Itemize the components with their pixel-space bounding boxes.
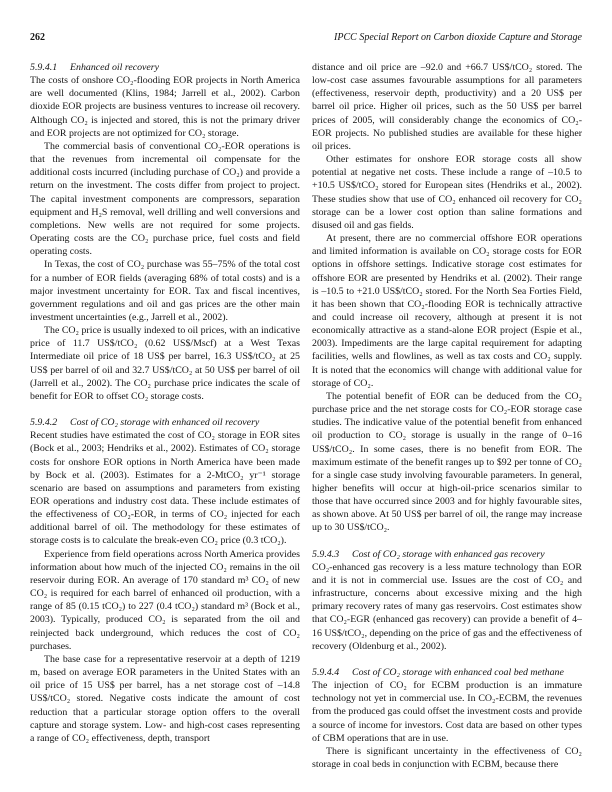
paragraph: Experience from field operations across North America provides information about how much of the injected CO₂ remains in the oil reservoir during EOR. An average of 170 standard m³ CO₂ of new CO₂ is required for each barrel of enhanced oil production, with a range of 85 (0.15 tCO₂) to 227 (0.4 tCO₂) standard m³ (Bock et al., 2003). Typically, produced CO₂ is separated from the oil and reinjected back underground, which reduces the cost of CO₂ purchases. — [30, 548, 300, 652]
heading-5-9-4-4 — [312, 666, 582, 679]
report-title: IPCC Special Report on Carbon dioxide Capture and Storage — [334, 32, 582, 43]
column-right — [312, 61, 582, 771]
paragraph: CO₂-enhanced gas recovery is a less mature technology than EOR and it is not in commercial use. Issues are the cost of CO₂ and infrastructure, concerns about excessive mixing and the high primary recovery rates of many gas reservoirs. Cost estimates show that CO₂-EGR (enhanced gas recovery) can provide a benefit of 4–16 US$/tCO₂, depending on the price of gas and the effectiveness of recovery (Oldenburg et al., 2002). — [312, 561, 582, 652]
section-number: 5.9.4.2 — [30, 417, 58, 429]
section-number: 5.9.4.4 — [312, 666, 340, 678]
paragraph: The costs of onshore CO₂-flooding EOR projects in North America are well documented (Klins, 1984; Jarrell et al., 2002). Carbon dioxide EOR projects are business ventures to increase oil recovery. Although CO₂ is injected and stored, this is not the primary driver and EOR projects are not optimized for CO₂ storage. — [30, 75, 300, 139]
section-title: Cost of CO₂ storage with enhanced gas recovery — [352, 548, 545, 560]
column-left — [30, 61, 300, 771]
paragraph: The commercial basis of conventional CO₂-EOR operations is that the revenues from incremental oil compensate for the additional costs incurred (including purchase of CO₂) and provide a return on the investment. The costs differ from project to project. The capital investment components are compressors, separation equipment and H₂S removal, well drilling and well conversions and completions. New wells are not required for some projects. Operating costs are the CO₂ purchase price, fuel costs and field operating costs. — [30, 140, 300, 258]
heading-5-9-4-3 — [312, 548, 582, 561]
section-title: Cost of CO₂ storage with enhanced coal bed methane — [352, 666, 564, 678]
section-number: 5.9.4.3 — [312, 548, 340, 560]
paragraph: distance and oil price are –92.0 and +66.7 US$/tCO₂ stored. The low-cost case assumes favourable assumptions for all parameters (effectiveness, reservoir depth, productivity) and a 20 US$ per barrel oil price. Higher oil prices, such as the 50 US$ per barrel prices of 2005, will considerably change the economics of CO₂-EOR projects. No published studies are available for these higher oil prices. — [312, 62, 582, 152]
section-title: Enhanced oil recovery — [70, 62, 160, 73]
paragraph: Other estimates for onshore EOR storage costs all show potential at negative net costs. These include a range of –10.5 to +10.5 US$/tCO₂ stored for European sites (Hendriks et al., 2002). These studies show that use of CO₂ enhanced oil recovery for CO₂ storage can be a lower cost option than saline formations and disused oil and gas fields. — [312, 154, 582, 231]
text-columns — [30, 61, 582, 771]
paragraph: The base case for a representative reservoir at a depth of 1219 m, based on average EOR parameters in the United States with an oil price of 15 US$ per barrel, has a net storage cost of –14.8 US$/tCO₂ stored. Negative costs indicate the amount of cost reduction that a particular storage option offers to the overall capture and storage system. Low- and high-cost cases representing a range of CO₂ effectiveness, depth, transport — [30, 653, 300, 744]
paragraph: The injection of CO₂ for ECBM production is an immature technology not yet in commercial use. In CO₂-ECBM, the revenues from the produced gas could offset the investment costs and provide a source of income for investors. Cost data are based on other types of CBM operations that are in use. — [312, 680, 582, 744]
paragraph: In Texas, the cost of CO₂ purchase was 55–75% of the total cost for a number of EOR fields (averaging 68% of total costs) and is a major investment uncertainty for EOR. Tax and fiscal incentives, government regulations and oil and gas prices are the other main investment uncertainties (e.g., Jarrell et al., 2002). — [30, 259, 300, 323]
page-number: 262 — [30, 32, 45, 43]
paragraph: There is significant uncertainty in the effectiveness of CO₂ storage in coal beds in conjunction with ECBM, because there — [312, 745, 582, 770]
paragraph: The potential benefit of EOR can be deduced from the CO₂ purchase price and the net storage costs for CO₂-EOR storage case studies. The indicative value of the potential benefit from enhanced oil production to CO₂ storage is usually in the range of 0–16 US$/tCO₂. In some cases, there is no benefit from EOR. The maximum estimate of the benefit ranges up to $92 per tonne of CO₂ for a single case study involving favourable parameters. In general, higher benefits will occur at high-oil-price scenarios similar to those that have occurred since 2003 and for highly favourable sites, as shown above. At 50 US$ per barrel of oil, the range may increase up to 30 US$/tCO₂. — [312, 390, 582, 534]
paragraph: The CO₂ price is usually indexed to oil prices, with an indicative price of 11.7 US$/tCO₂ (0.62 US$/Mscf) at a West Texas Intermediate oil price of 18 US$ per barrel, 16.3 US$/tCO₂ at 25 US$ per barrel of oil and 32.7 US$/tCO₂ at 50 US$ per barrel of oil (Jarrell et al., 2002). The CO₂ purchase price indicates the scale of benefit for EOR to offset CO₂ storage costs. — [30, 325, 300, 402]
heading-5-9-4-1 — [30, 61, 300, 74]
paragraph: Recent studies have estimated the cost of CO₂ storage in EOR sites (Bock et al., 2003; Hendriks et al., 2002). Estimates of CO₂ storage costs for onshore EOR options in North America have been made by Bock et al. (2003). Estimates for a 2-MtCO₂ yr⁻¹ storage scenario are based on assumptions and parameters from existing EOR operations and industry cost data. These include estimates of the effectiveness of CO₂-EOR, in terms of CO₂ injected for each additional barrel of oil. The methodology for these estimates of storage costs is to calculate the break-even CO₂ price (0.3 tCO₂). — [30, 430, 300, 547]
section-number: 5.9.4.1 — [30, 62, 58, 73]
page-header — [30, 32, 582, 43]
paragraph: At present, there are no commercial offshore EOR operations and limited information is available on CO₂ storage costs for EOR options in offshore settings. Indicative storage cost estimates for offshore EOR are presented by Hendriks et al. (2002). Their range is –10.5 to +21.0 US$/tCO₂ stored. For the North Sea Forties Field, it has been shown that CO₂-flooding EOR is technically attractive and could increase oil recovery, although at present it is not economically attractive as a stand-alone EOR project (Espie et al., 2003). Impediments are the large capital requirement for adapting facilities, wells and flowlines, as well as tax costs and CO₂ supply. It is noted that the economics will change with additional value for storage of CO₂. — [312, 233, 582, 389]
heading-5-9-4-2 — [30, 416, 300, 429]
section-title: Cost of CO₂ storage with enhanced oil recovery — [70, 417, 260, 429]
